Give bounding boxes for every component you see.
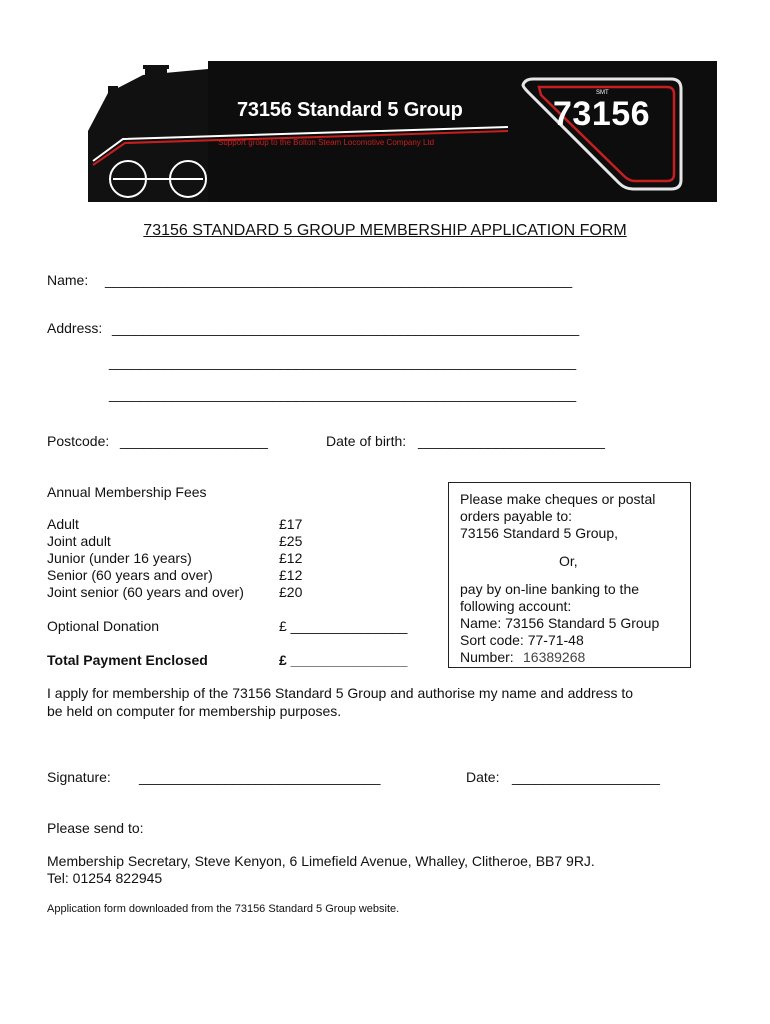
fees-heading: Annual Membership Fees <box>47 484 207 500</box>
declaration-text: be held on computer for membership purposes. <box>47 703 342 719</box>
plate-number: 73156 <box>553 95 651 133</box>
plate-smt-text: SMT <box>596 90 609 96</box>
footer-note: Application form downloaded from the 73156 Standard 5 Group website. <box>47 903 400 915</box>
postal-address: Membership Secretary, Steve Kenyon, 6 Limefield Avenue, Whalley, Clitheroe, BB7 9RJ. <box>47 853 595 869</box>
fee-amount: £25 <box>279 533 303 549</box>
fee-label: Adult <box>47 516 79 532</box>
postcode-label: Postcode: <box>47 433 110 449</box>
total-label: Total Payment Enclosed <box>47 652 208 668</box>
account-number-label: Number: <box>460 649 514 665</box>
payment-or: Or, <box>559 553 578 569</box>
signature-label: Signature: <box>47 769 111 785</box>
fee-amount: £20 <box>279 584 303 600</box>
account-name: Name: 73156 Standard 5 Group <box>460 615 660 631</box>
signature-field[interactable]: _______________________________ <box>139 769 381 785</box>
account-number: 16389268 <box>523 649 586 665</box>
payment-text: 73156 Standard 5 Group, <box>460 525 619 541</box>
payment-info-box <box>448 482 691 668</box>
payment-text: orders payable to: <box>460 508 573 524</box>
payment-text: pay by on-line banking to the <box>460 581 640 597</box>
form-title: 73156 STANDARD 5 GROUP MEMBERSHIP APPLICATION FORM <box>143 222 627 239</box>
fee-label: Joint adult <box>47 533 111 549</box>
address-field-line-3[interactable]: ____________________________________________________________ <box>109 386 577 402</box>
fee-amount: £12 <box>279 567 303 583</box>
sort-code: Sort code: 77-71-48 <box>460 632 584 648</box>
name-label: Name: <box>47 272 89 288</box>
postcode-field[interactable]: ___________________ <box>120 433 268 449</box>
address-field-line-1[interactable]: ____________________________________________________________ <box>112 320 580 336</box>
fee-amount: £12 <box>279 550 303 566</box>
send-to-label: Please send to: <box>47 820 144 836</box>
address-field-line-2[interactable]: ____________________________________________________________ <box>109 354 577 370</box>
fee-label: Senior (60 years and over) <box>47 567 213 583</box>
date-field[interactable]: ___________________ <box>512 769 660 785</box>
address-label: Address: <box>47 320 103 336</box>
date-label: Date: <box>466 769 500 785</box>
dob-label: Date of birth: <box>326 433 407 449</box>
fee-amount: £17 <box>279 516 303 532</box>
banner-title: 73156 Standard 5 Group <box>237 99 463 121</box>
declaration-text: I apply for membership of the 73156 Standard 5 Group and authorise my name and address to <box>47 685 634 701</box>
telephone: Tel: 01254 822945 <box>47 870 163 886</box>
header-banner <box>53 61 717 202</box>
dob-field[interactable]: ________________________ <box>418 433 605 449</box>
fee-label: Junior (under 16 years) <box>47 550 192 566</box>
banner-subtitle: Support group to the Bolton Steam Locomotive Company Ltd <box>218 138 435 147</box>
name-field[interactable]: ____________________________________________________________ <box>105 272 573 288</box>
payment-text: following account: <box>460 598 572 614</box>
donation-field[interactable]: £ _______________ <box>279 618 408 634</box>
total-field[interactable]: £ _______________ <box>279 652 408 668</box>
donation-label: Optional Donation <box>47 618 160 634</box>
payment-text: Please make cheques or postal <box>460 491 656 507</box>
fee-label: Joint senior (60 years and over) <box>47 584 244 600</box>
